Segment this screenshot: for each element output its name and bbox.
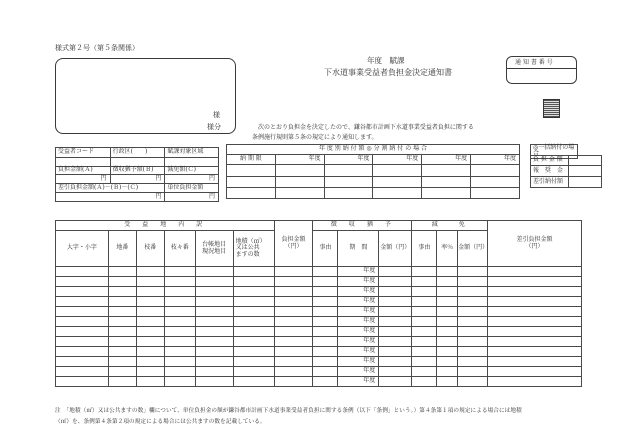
- footnote-line-2: （㎡）を、条例第４条第２項の規定による場合には公共ますの数を記載している。: [55, 419, 266, 425]
- exemption-rate-header: 率％: [437, 231, 458, 267]
- deferral-period-year: 年度: [338, 297, 379, 307]
- table-row: [56, 377, 582, 387]
- installment-year: 年度: [373, 155, 422, 165]
- deferral-reason-header: 事由: [313, 231, 338, 267]
- beneficiary-code-label: 受益者コード: [56, 148, 111, 158]
- amount-a-yen: 円: [56, 175, 111, 184]
- deferral-period-year: 年度: [338, 317, 379, 327]
- sub-branch-header: 枝々番: [164, 231, 195, 267]
- lump-amount-label: 負 担 金 額: [531, 156, 569, 166]
- net-amount-label: 差引負担金額(Ａ)－(Ｂ)－(Ｃ): [56, 184, 165, 193]
- installment-year: 年度: [324, 155, 373, 165]
- unit-amount-yen: 円: [165, 193, 219, 202]
- exemption-reason-header: 事由: [412, 231, 437, 267]
- deferred-b-label: 徴収猶予額(Ｂ): [110, 167, 165, 175]
- table-row: [56, 267, 582, 277]
- deferral-period-year: 年度: [338, 367, 379, 377]
- notice-number-box: [506, 56, 577, 84]
- charge-header: 負担金額 （円）: [274, 221, 313, 267]
- net-charge-header: 差引負担金額 （円）: [488, 221, 582, 267]
- exemption-amount-header: 金額（円）: [458, 231, 488, 267]
- lot-header: 地番: [108, 231, 136, 267]
- table-row: [56, 297, 582, 307]
- branch-header: 枝番: [136, 231, 164, 267]
- notice-number-label: 通 知 書 番 号: [515, 59, 553, 66]
- document-title: 下水道事業受益者負担金決定通知書: [324, 68, 452, 77]
- net-amount-yen: 円: [56, 193, 165, 202]
- unit-amount-label: 単位負担金額: [165, 184, 219, 193]
- due-date-label: 納 期 限: [227, 155, 276, 165]
- addressee-box: [55, 58, 236, 134]
- exempt-c-label: 減免額(Ｃ): [165, 167, 219, 175]
- target-area-label: 賦課対象区域: [165, 148, 219, 158]
- intro-line-2: 条例施行規則第５条の規定により通知します。: [252, 134, 378, 141]
- deferral-period-year: 年度: [338, 347, 379, 357]
- table-row: [56, 367, 582, 377]
- official-seal: [543, 99, 560, 118]
- footnote-line-1: 注 「地積（㎡）又は公共ますの数」欄について、単位負担金の額が鎌谷都市計画下水道事業受益者負担に関する条例（以下「条例」という。）第４条第１項の規定による場合には地積: [55, 408, 522, 414]
- lump-reward-label: 報 奨 金: [531, 166, 569, 177]
- table-row: [56, 287, 582, 297]
- benefit-land-table: [55, 220, 582, 387]
- deferral-period-year: 年度: [338, 377, 379, 387]
- land-category-header: 台帳地目 現況地目: [195, 231, 233, 267]
- table-row: [56, 337, 582, 347]
- sama-label: 様: [213, 111, 220, 119]
- table-row: [56, 317, 582, 327]
- intro-line-1: 次のとおり負担金を決定したので、鎌谷都市計画下水道事業受益者負担に関する: [258, 124, 474, 131]
- installment-heading: 年 度 別 納 付 額 ◎ 分 割 納 付 の 場 合: [227, 145, 520, 155]
- yokubun-label: 様分: [207, 123, 221, 131]
- lump-sum-heading: ◎一括納付の場合: [531, 145, 578, 159]
- installment-table: [226, 144, 520, 199]
- deferral-period-year: 年度: [338, 287, 379, 297]
- exempt-c-yen: 円: [165, 175, 219, 184]
- area-name-header: 大字・小字: [56, 231, 109, 267]
- form-label: 様式第２号（第５条関係）: [55, 44, 139, 52]
- notice-number-divider: [507, 68, 576, 69]
- deferral-period-year: 年度: [338, 357, 379, 367]
- amount-a-label: 負担金額(Ａ): [56, 167, 111, 175]
- deferral-amount-header: 金額（円）: [379, 231, 412, 267]
- deferral-period-year: 年度: [338, 327, 379, 337]
- ward-label: 行政区( ): [110, 148, 165, 158]
- installment-year: 年度: [275, 155, 324, 165]
- table-row: [56, 327, 582, 337]
- benefit-land-heading: 受 益 地 内 訳: [56, 221, 275, 231]
- table-row: [56, 347, 582, 357]
- installment-year: 年度: [422, 155, 471, 165]
- deferral-period-year: 年度: [338, 307, 379, 317]
- deferral-period-year: 年度: [338, 337, 379, 347]
- deferral-period-header: 期 間: [338, 231, 379, 267]
- info-table: [55, 147, 219, 202]
- exemption-heading: 減 免: [412, 221, 488, 231]
- lump-net-label: 差引納付額: [531, 177, 569, 188]
- table-row: [56, 307, 582, 317]
- benefit-land-rows: [56, 267, 582, 387]
- deferral-period-year: 年度: [338, 277, 379, 287]
- lump-sum-rows: [530, 155, 602, 188]
- deferral-period-year: 年度: [338, 267, 379, 277]
- deferral-heading: 徴 収 猶 予: [313, 221, 412, 231]
- installment-year: 年度: [471, 155, 520, 165]
- area-size-header: 地積（㎡） 又は公共 ますの数: [233, 231, 274, 267]
- table-row: [56, 277, 582, 287]
- deferred-b-yen: 円: [110, 175, 165, 184]
- year-line: 年度 賦課: [367, 56, 405, 65]
- table-row: [56, 357, 582, 367]
